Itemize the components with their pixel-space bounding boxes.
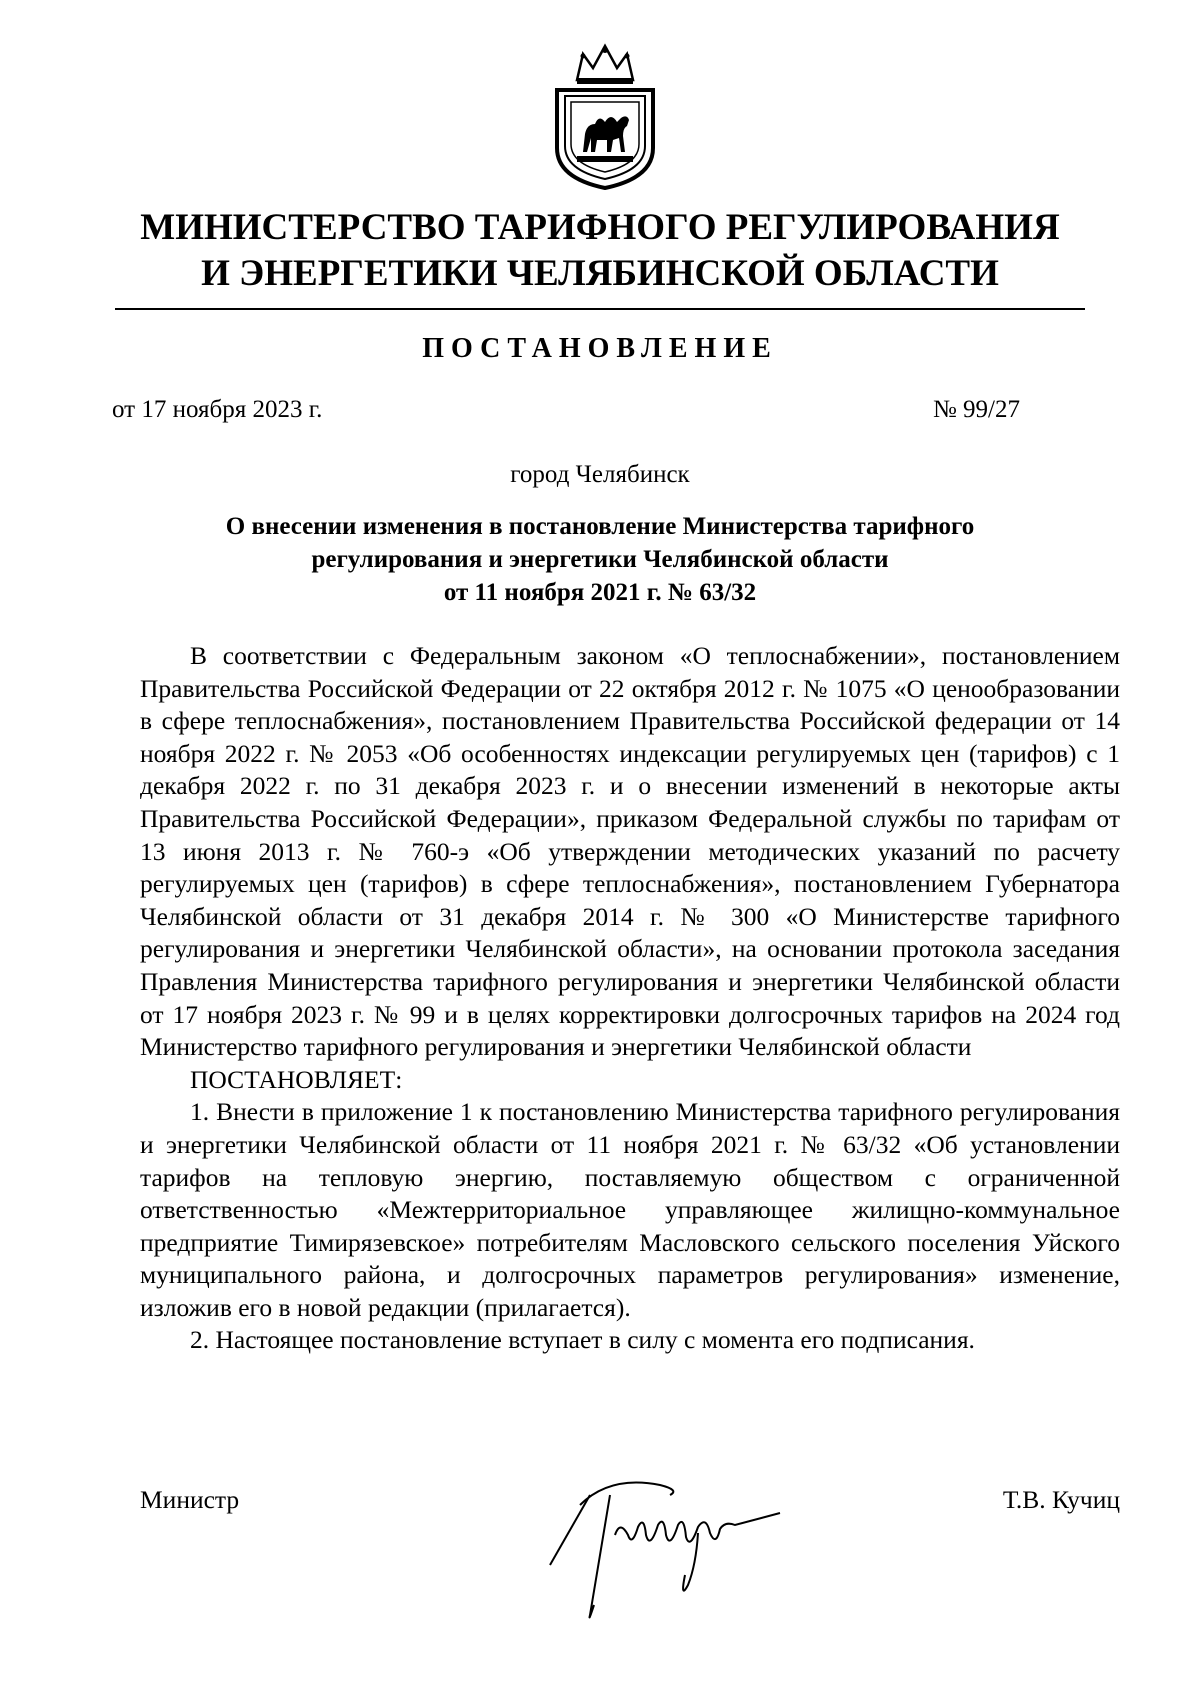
document-type: ПОСТАНОВЛЕНИЕ <box>422 333 778 364</box>
signature-block <box>140 1465 1120 1625</box>
subject-line3: от 11 ноября 2021 г. № 63/32 <box>443 579 757 606</box>
document-city: город Челябинск <box>510 461 690 488</box>
signer-post: Министр <box>140 1485 240 1514</box>
subject-line2: регулирования и энергетики Челябинской области <box>311 546 889 573</box>
document-number: № 99/27 <box>932 396 1020 423</box>
handwritten-signature <box>520 1455 820 1625</box>
item-2-paragraph: 2. Настоящее постановление вступает в силу с момента его подписания. <box>190 1325 975 1355</box>
item-1-paragraph: 1. Внести в приложение 1 к постановлению Министерства тарифного регулирования и энергетики Челябинской области от 11 ноября 2021 г. № 63/32 «Об установлении тарифов на тепловую энергию, поставляемую обществом с ограниченной ответственностью «Межтерриториальное управляющее жилищно-коммунальное предприятие Тимирязевское» потребителям Масловского сельского поселения Уйского муниципального района, и долгосрочных параметров регулирования» изменение, изложив его в новой редакции (прилагается). <box>140 1097 1120 1322</box>
decree-word: ПОСТАНОВЛЯЕТ: <box>190 1064 403 1094</box>
document-subject <box>160 510 1040 609</box>
organization-title-line2: И ЭНЕРГЕТИКИ ЧЕЛЯБИНСКОЙ ОБЛАСТИ <box>201 253 999 294</box>
header-divider <box>115 308 1085 310</box>
signer-name: Т.В. Кучиц <box>1002 1485 1120 1514</box>
organization-title-line1: МИНИСТЕРСТВО ТАРИФНОГО РЕГУЛИРОВАНИЯ <box>140 207 1060 248</box>
document-date: от 17 ноября 2023 г. <box>112 396 323 423</box>
preamble-paragraph: В соответствии с Федеральным законом «О теплоснабжении», постановлением Правительства Российской Федерации от 22 октября 2012 г. № 1075 «О ценообразовании в сфере теплоснабжения», постановлением Правительства Российской федерации от 14 ноября 2022 г. № 2053 «Об особенностях индексации регулируемых цен (тарифов) с 1 декабря 2022 г. по 31 декабря 2023 г. и о внесении изменений в некоторые акты Правительства Российской Федерации», приказом Федеральной службы по тарифам от 13 июня 2013 г. № 760-э «Об утверждении методических указаний по расчету регулируемых цен (тарифов) в сфере теплоснабжения», постановлением Губернатора Челябинской области от 31 декабря 2014 г. № 300 «О Министерстве тарифного регулирования и энергетики Челябинской области», на основании протокола заседания Правления Министерства тарифного регулирования и энергетики Челябинской области от 17 ноября 2023 г. № 99 и в целях корректировки долгосрочных тарифов на 2024 год Министерство тарифного регулирования и энергетики Челябинской области <box>140 641 1120 1062</box>
subject-line1: О внесении изменения в постановление Министерства тарифного <box>225 513 975 540</box>
document-body <box>140 640 1120 1357</box>
organization-title <box>115 205 1085 297</box>
coat-of-arms-icon <box>547 40 663 190</box>
